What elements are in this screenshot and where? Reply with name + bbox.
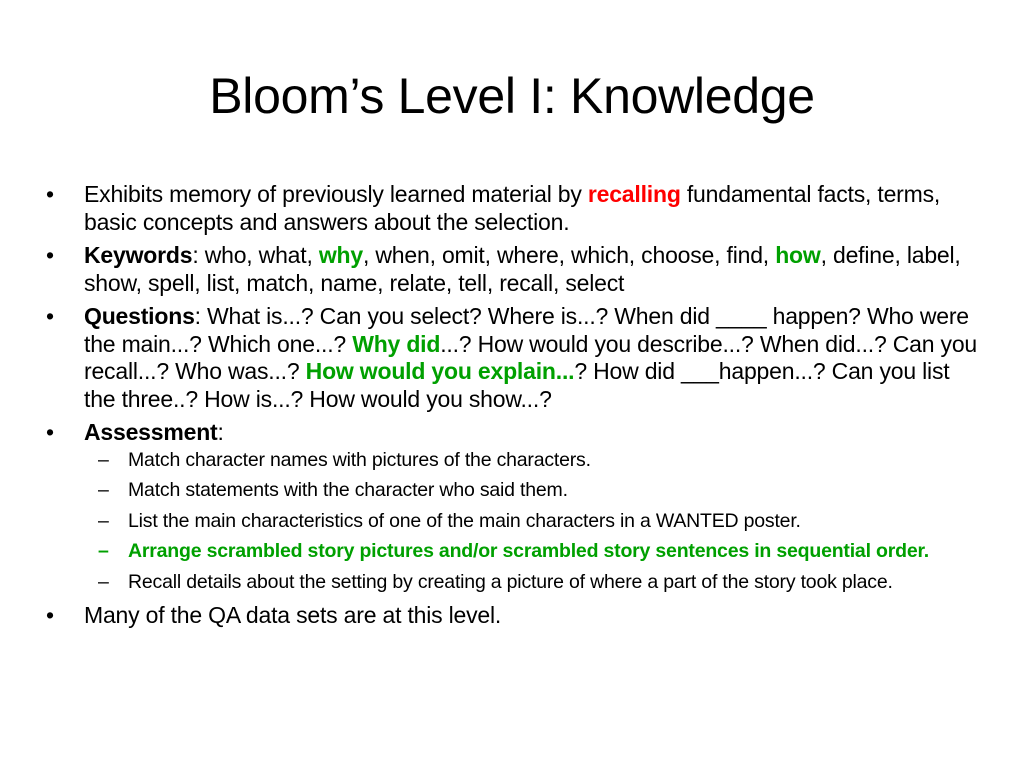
bullet-glyph: •	[46, 242, 54, 268]
assessment-colon: :	[217, 419, 224, 445]
questions-text-3: ? How did ___happen...? Can you list the three..? How is...? How would you show...?	[84, 358, 950, 412]
bullet-glyph: •	[46, 181, 54, 207]
bullet-questions	[40, 303, 980, 413]
assessment-item-text: Arrange scrambled story pictures and/or scrambled story sentences in sequential order.	[128, 540, 930, 562]
assessment-item	[40, 571, 980, 595]
question-why-did: Why did	[352, 330, 441, 357]
assessment-item-text: Recall details about the setting by creating a picture of where a part of the story took place.	[128, 570, 893, 593]
slide-title: Bloom’s Level I: Knowledge	[209, 68, 815, 124]
slide-content	[40, 181, 980, 636]
assessment-item	[40, 479, 980, 503]
dash-glyph: –	[98, 570, 109, 593]
assessment-item-text: List the main characteristics of one of the main characters in a WANTED poster.	[128, 509, 801, 532]
keywords-text-3: , define, label, show, spell, list, match, name, relate, tell, recall, select	[84, 242, 961, 296]
definition-text-1: Exhibits memory of previously learned material by	[84, 181, 588, 207]
assessment-item-text: Match character names with pictures of the characters.	[128, 448, 591, 471]
assessment-list	[40, 449, 980, 595]
qa-datasets-text: Many of the QA data sets are at this level.	[84, 602, 502, 628]
question-how-would-you-explain: How would you explain...	[305, 358, 575, 384]
questions-text-2: ...? How would you describe...? When did...? Can you recall...? Who was...?	[84, 330, 978, 384]
keyword-how: how	[775, 242, 821, 268]
keyword-why: why	[318, 242, 363, 268]
dash-glyph: –	[98, 479, 109, 501]
keywords-text-2: , when, omit, where, which, choose, find,	[363, 242, 776, 268]
bullet-glyph: •	[46, 602, 54, 628]
definition-text-2: fundamental facts, terms, basic concepts and answers about the selection.	[84, 181, 941, 235]
dash-glyph: –	[98, 540, 109, 562]
assessment-label: Assessment	[84, 419, 218, 445]
definition-highlight-recalling: recalling	[587, 181, 681, 207]
assessment-item-text: Match statements with the character who said them.	[128, 479, 568, 501]
bullet-glyph: •	[46, 419, 54, 445]
dash-glyph: –	[98, 448, 109, 471]
keywords-label: Keywords	[84, 242, 193, 268]
questions-label: Questions	[84, 303, 195, 329]
bullet-assessment	[40, 419, 980, 447]
assessment-item-highlighted	[40, 540, 980, 564]
dash-glyph: –	[98, 509, 109, 532]
bullet-definition	[40, 181, 980, 236]
assessment-item	[40, 510, 980, 534]
bullet-glyph: •	[46, 303, 54, 329]
assessment-item	[40, 449, 980, 473]
keywords-text-1: : who, what,	[192, 242, 319, 268]
bullet-qa-datasets	[40, 602, 980, 630]
questions-text-1: : What is...? Can you select? Where is...? When did ____ happen? Who were the main...? Which one...?	[84, 303, 969, 357]
bullet-keywords	[40, 242, 980, 297]
